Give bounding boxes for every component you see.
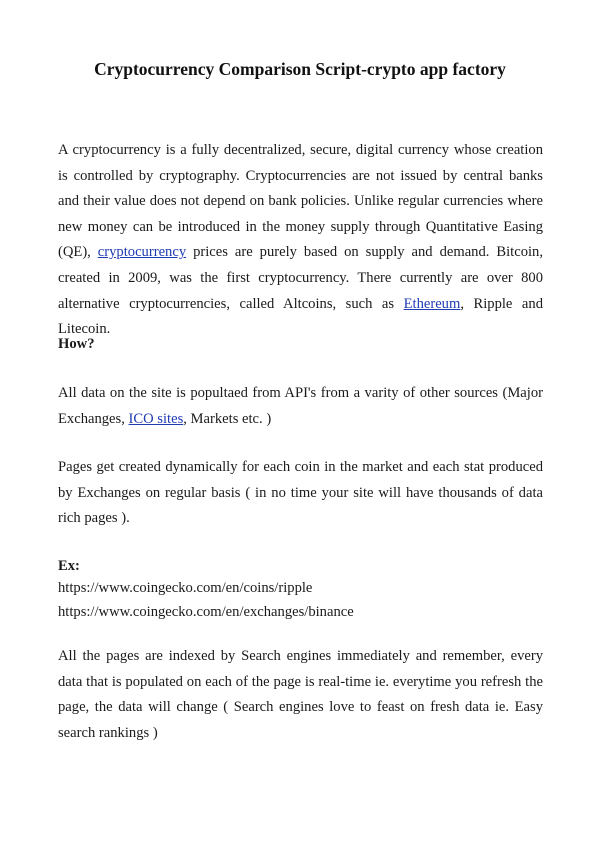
ethereum-link[interactable]: Ethereum xyxy=(403,295,461,312)
page-title: Cryptocurrency Comparison Script-crypto app factory xyxy=(94,59,506,79)
example-heading: Ex: xyxy=(58,558,80,574)
intro-text-1: A cryptocurrency is a fully decentralized, secure, digital currency whose creation is controlled by cryptography. Cryptocurrencies are not issued by central banks and their value does not depend on bank policies. Unlike regular currencies where new money can be introduced in the money supply through Quantitative Easing (QE), xyxy=(58,142,543,261)
pages-paragraph: Pages get created dynamically for each coin in the market and each stat produced by Exchanges on regular basis ( in no time your site will have thousands of data rich pages ). xyxy=(58,459,543,527)
example-url-binance: https://www.coingecko.com/en/exchanges/binance xyxy=(58,604,354,620)
intro-text-3: , Ripple and Litecoin. xyxy=(58,295,543,338)
example-url-ripple: https://www.coingecko.com/en/coins/ripple xyxy=(58,580,313,596)
data-source-paragraph xyxy=(58,381,543,432)
cryptocurrency-link[interactable]: cryptocurrency xyxy=(97,244,187,261)
indexing-paragraph: All the pages are indexed by Search engines immediately and remember, every data that is populated on each of the page is real-time ie. everytime you refresh the page, the data will change ( Search engines love to feast on fresh data ie. Easy search rankings ) xyxy=(58,648,543,741)
ico-sites-link[interactable]: ICO sites xyxy=(128,410,184,427)
intro-text-2: prices are purely based on supply and demand. Bitcoin, created in 2009, was the first cryptocurrency. There currently are over 800 alternative cryptocurrencies, called Altcoins, such as xyxy=(58,244,543,312)
how-heading: How? xyxy=(58,336,95,352)
data-source-text-2: , Markets etc. ) xyxy=(183,410,272,427)
data-source-text-1: All data on the site is popultaed from API's from a varity of other sources (Major Exchanges, xyxy=(58,385,543,427)
intro-paragraph xyxy=(58,138,543,343)
